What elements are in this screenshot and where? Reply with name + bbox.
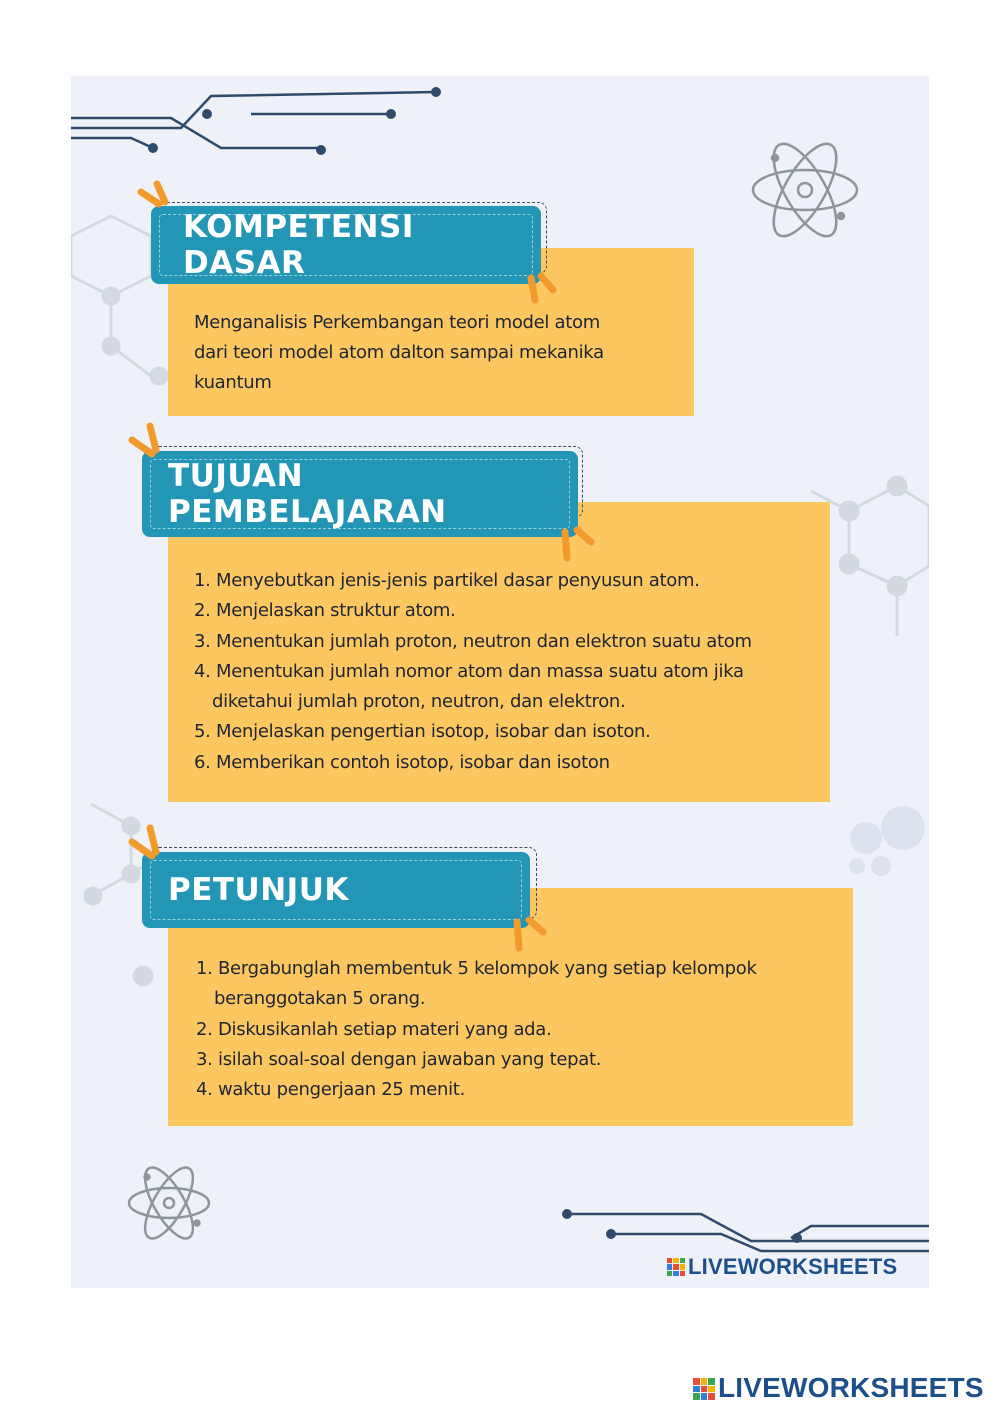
item-text: Menyebutkan jenis-jenis partikel dasar penyusun atom. [216,570,700,591]
item-text: Menjelaskan pengertian isotop, isobar dan isoton. [216,721,651,743]
splash-accent-icon [126,822,170,872]
item-text-continued: beranggotakan 5 orang. [214,988,426,1010]
liveworksheets-logo-icon [667,1258,685,1276]
kompetensi-title-box [153,208,539,282]
list-item [196,954,846,1015]
list-item [196,1075,846,1105]
kompetensi-text [194,308,674,398]
list-item [194,657,824,718]
petunjuk-title: PETUNJUK [168,872,349,908]
item-number: 5. [194,721,211,743]
worksheet-page [71,76,929,1288]
item-text: Diskusikanlah setiap materi yang ada. [218,1018,552,1040]
item-number: 2. [194,600,211,622]
item-text: Bergabunglah membentuk 5 kelompok yang setiap kelompok [218,958,757,979]
tujuan-list [194,566,824,778]
circuit-decoration-top [71,92,436,148]
item-text: waktu pengerjaan 25 menit. [218,1079,465,1101]
list-item [194,596,824,626]
splash-accent-icon [126,420,170,470]
inner-logo-text: LIVEWORKSHEETS [688,1254,898,1279]
item-number: 4. [196,1079,213,1101]
item-text: Memberikan contoh isotop, isobar dan isoton [216,751,610,773]
tujuan-title-box [144,453,576,535]
item-text-continued: diketahui jumlah proton, neutron, dan elektron. [212,691,626,713]
splash-accent-icon [135,178,175,222]
item-text: isilah soal-soal dengan jawaban yang tepat. [218,1048,602,1070]
list-item [194,627,824,657]
item-number: 4. [194,660,211,682]
list-item [196,1015,846,1045]
item-number: 1. [196,958,213,979]
tujuan-title: TUJUAN PEMBELAJARAN [168,458,447,530]
circuit-decoration-bottom [567,1214,929,1251]
item-text: Menentukan jumlah proton, neutron dan elektron suatu atom [216,630,752,652]
atom-icon [753,135,857,245]
blob-decoration [849,806,925,876]
kompetensi-line: Menganalisis Perkembangan teori model atom [194,312,600,333]
liveworksheets-logo-icon [693,1378,715,1400]
splash-accent-icon [507,912,551,956]
petunjuk-list [196,954,846,1105]
kompetensi-line: kuantum [194,372,272,393]
list-item [194,717,824,747]
list-item [194,566,824,596]
item-number: 3. [196,1048,213,1070]
item-number: 3. [194,630,211,652]
list-item [194,748,824,778]
list-item [196,1045,846,1075]
item-number: 2. [196,1018,213,1040]
petunjuk-title-box [144,854,528,926]
kompetensi-line: dari teori model atom dalton sampai mekanika [194,342,604,363]
tujuan-content-box [168,502,830,802]
item-text: Menjelaskan struktur atom. [216,600,456,622]
footer-logo-text: LIVEWORKSHEETS [718,1372,984,1403]
item-number: 1. [194,570,211,591]
item-number: 6. [194,751,211,773]
kompetensi-title: KOMPETENSI DASAR [183,209,414,281]
item-text: Menentukan jumlah nomor atom dan massa suatu atom jika [216,660,744,682]
atom-icon [129,1161,209,1245]
circuit-nodes-top [148,87,441,155]
